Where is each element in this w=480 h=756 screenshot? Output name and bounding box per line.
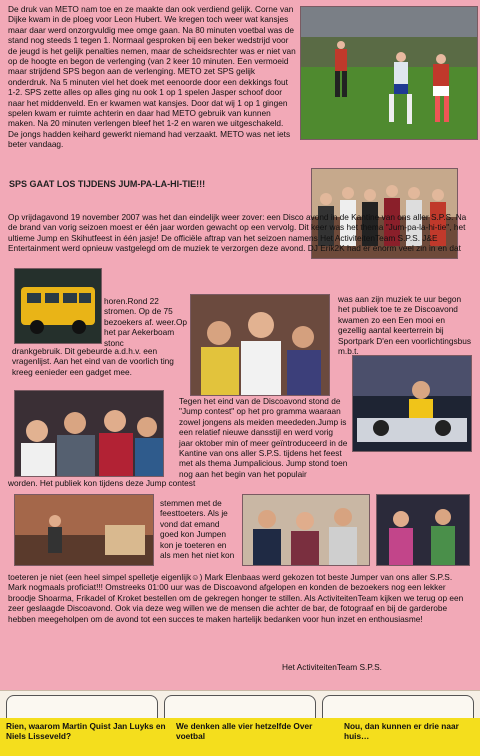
school-bus-photo — [14, 268, 102, 344]
article-heading: SPS GAAT LOS TIJDENS JUM-PA-LA-HI-TIE!!! — [9, 179, 206, 189]
column-left-1: horen.Rond 22 stromen. Op de 75 bezoekers af. weer.Op het par Aekerboam stonc — [104, 296, 188, 348]
intro-text: De druk van METO nam toe en ze maakte dan ook verdiend gelijk. Corne van Dijke kwam in de ploeg voor Leon Hubert. We kregen toch weer wat kansjes maar daar werd onzorgvuldig mee omge gaan. Na 80 minuten voetbal was de stand nog steeds 1 tegen 1. Normaal gesproken bij een beker wedstrijd voor de jeugd is het gelijk penalties nemen, maar de scheidsrechter was er niet van op de hoogte en begon de verlenging (van 2 keer 10 minuten. Een vermoeid maar strijdend SPS begon aan de verlenging. METO zet SPS gelijk onderdruk. Na 5 minuten viel het doek met eenoorde door een dekkings fout 1-2. SPS zette alles op alles ging nu ook 1 op 1 spelen Jasper schoof door naar het middenveld. En er kwamen wat kansjes. Door dat wij 1 op 1 gingen spelen kwam er ruimte achterin en daar had METO gebruik van kunnen maken. Na 20 minuten verlengen bleef het 1-2 en waren we uitgeschakeld. De jongs hadden keihard gewerkt niemand had verzaakt. METO was net iets beter vandaag. — [8, 4, 296, 150]
column-mid-2: stemmen met de feesttoeters. Als je vond dat emand goed kon Jumpen kon je toeteren en als men het niet kon — [160, 498, 235, 561]
three-people-photo — [242, 494, 370, 566]
paragraph-4: toeteren je niet (een heel simpel spelletje eigenlijk☺) Mark Elenbaas werd gekozen tot beste Jumper van ons aller S.P.S. Mark nogmaals proficiat!!! Omstreeks 01:00 uur was de Discoavond afgelopen en konden de bezoekers nog een lekker broodje Shoarma, Frikadel of Kroket bestellen om de gekregen honger te stillen. Als ActiviteitenTeam kijken we terug op een zeer geslaagde Discoavond. Ook via deze weg willen we de mensen die achter de bar, de fotograaf en bij de garderobe hebben meegeholpen om de avond tot een succes te maken hartelijk bedanken voor hun inzet en enthousiasme! — [8, 572, 464, 624]
paragraph-3: worden. Het publiek kon tijdens deze Jump contest — [8, 478, 196, 488]
column-right-1: was aan zijn muziek te uur begon het publiek toe te ze Discoavond kwamen zo een Een mooi en gezellig aantal keerterrein bij Sportpark D'en een voorlichtingsbus m.b.t. — [338, 294, 472, 357]
paragraph-1: Op vrijdagavond 19 november 2007 was het dan eindelijk weer zover: een Disco avond in de Kantine van ons aller S.P.S. Na de brand van vorig seizoen moest er één jaar worden gewacht op een vervolg. Dit keer was het thema "Jum-pa-la-hi-tie", het ultieme Jump en Skihutfeest in één jasje! De officiële aftrap van het seizoen namens Het ActiviteitenTeam S.P.S. J&E Entertainment werd opnieuw vastgelegd om de muziek te verzorgen deze avond. DJ Erik2K had er enorm veel zin in en dat — [8, 212, 467, 254]
comic-caption-bar — [0, 718, 480, 756]
comic-caption: Rien, waarom Martin Quist Jan Luyks en Niels Lisseveld? — [6, 721, 166, 741]
three-guys-photo — [190, 294, 330, 396]
comic-caption: We denken alle vier hetzelfde Over voetbal — [176, 721, 313, 741]
kantine-photo — [14, 494, 154, 566]
column-center: Tegen het eind van de Discoavond stond de "Jump contest" op het pro gramma waaraan zowel jongens als meiden meededen.Jump is een relatief nieuwe dansstijl en werd vorig jaar oktober min of meer geïntroduceerd in de Kantine van ons aller S.P.S. tijdens het feest met als thema Jumpalicious. Jump stond toen nog aan het begin van het populair — [179, 396, 348, 479]
dj-photo — [352, 355, 472, 452]
party-photo — [376, 494, 470, 566]
paragraph-2: drankgebruik. Dit gebeurde a.d.h.v. een vragenlijst. Aan het eind van de voorlich ting kreeg eenieder een gadget mee. — [12, 346, 174, 377]
comic-caption: Nou, dan kunnen er drie naar huis… — [344, 721, 459, 741]
comic-strip — [0, 690, 480, 719]
friends-drinks-photo — [14, 390, 164, 477]
signature: Het ActiviteitenTeam S.P.S. — [282, 662, 382, 672]
football-match-photo — [300, 6, 478, 140]
